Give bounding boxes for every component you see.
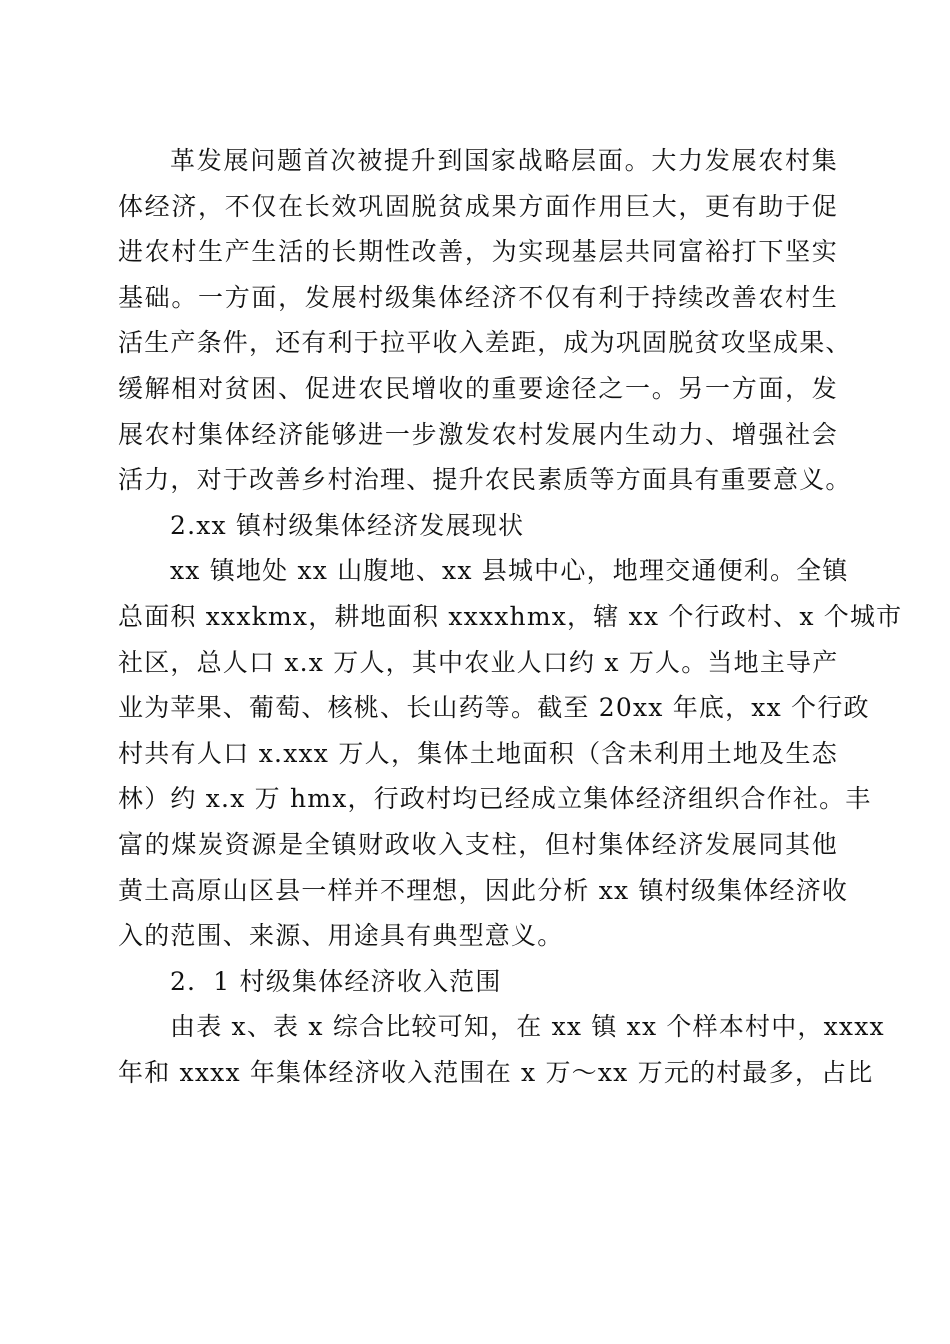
text-line: 社区，总人口 x.x 万人，其中农业人口约 x 万人。当地主导产 [118,647,839,677]
paragraph-status [118,548,903,958]
text-line: 基础。一方面，发展村级集体经济不仅有利于持续改善农村生 [118,282,838,312]
text-line: 林）约 x.x 万 hmx，行政村均已经成立集体经济组织合作社。丰 [118,784,872,814]
text-line: 总面积 xxxkmx，耕地面积 xxxxhmx，辖 xx 个行政村、x 个城市 [118,601,903,631]
text-line: 活生产条件，还有利于拉平收入差距，成为巩固脱贫攻坚成果、 [118,328,852,358]
text-line: 黄土高原山区县一样并不理想，因此分析 xx 镇村级集体经济收 [118,875,849,905]
text-line: 进农村生产生活的长期性改善，为实现基层共同富裕打下坚实 [118,237,838,267]
text-line: 年和 xxxx 年集体经济收入范围在 x 万～xx 万元的村最多，占比 [118,1057,874,1087]
paragraph-income-range [118,1004,885,1095]
text-line: xx 镇地处 xx 山腹地、xx 县城中心，地理交通便利。全镇 [170,556,849,586]
section-heading-2-1: 2．1 村级集体经济收入范围 [170,966,502,996]
text-line: 革发展问题首次被提升到国家战略层面。大力发展农村集 [170,146,838,175]
section-heading-2: 2.xx 镇村级集体经济发展现状 [170,510,525,540]
text-line: 入的范围、来源、用途具有典型意义。 [118,921,564,951]
text-line: 体经济，不仅在长效巩固脱贫成果方面作用巨大，更有助于促 [118,191,838,221]
text-line: 由表 x、表 x 综合比较可知，在 xx 镇 xx 个样本村中，xxxx [170,1012,885,1042]
text-line: 活力，对于改善乡村治理、提升农民素质等方面具有重要意义。 [118,465,852,495]
text-line: 展农村集体经济能够进一步激发农村发展内生动力、增强社会 [118,419,838,449]
paragraph-intro [118,138,852,503]
text-line: 富的煤炭资源是全镇财政收入支柱，但村集体经济发展同其他 [118,829,838,859]
text-line: 村共有人口 x.xxx 万人，集体土地面积（含未利用土地及生态 [118,738,838,768]
body-text [118,138,903,1095]
text-line: 缓解相对贫困、促进农民增收的重要途径之一。另一方面，发 [118,373,838,403]
text-line: 业为苹果、葡萄、核桃、长山药等。截至 20xx 年底，xx 个行政 [118,693,870,723]
